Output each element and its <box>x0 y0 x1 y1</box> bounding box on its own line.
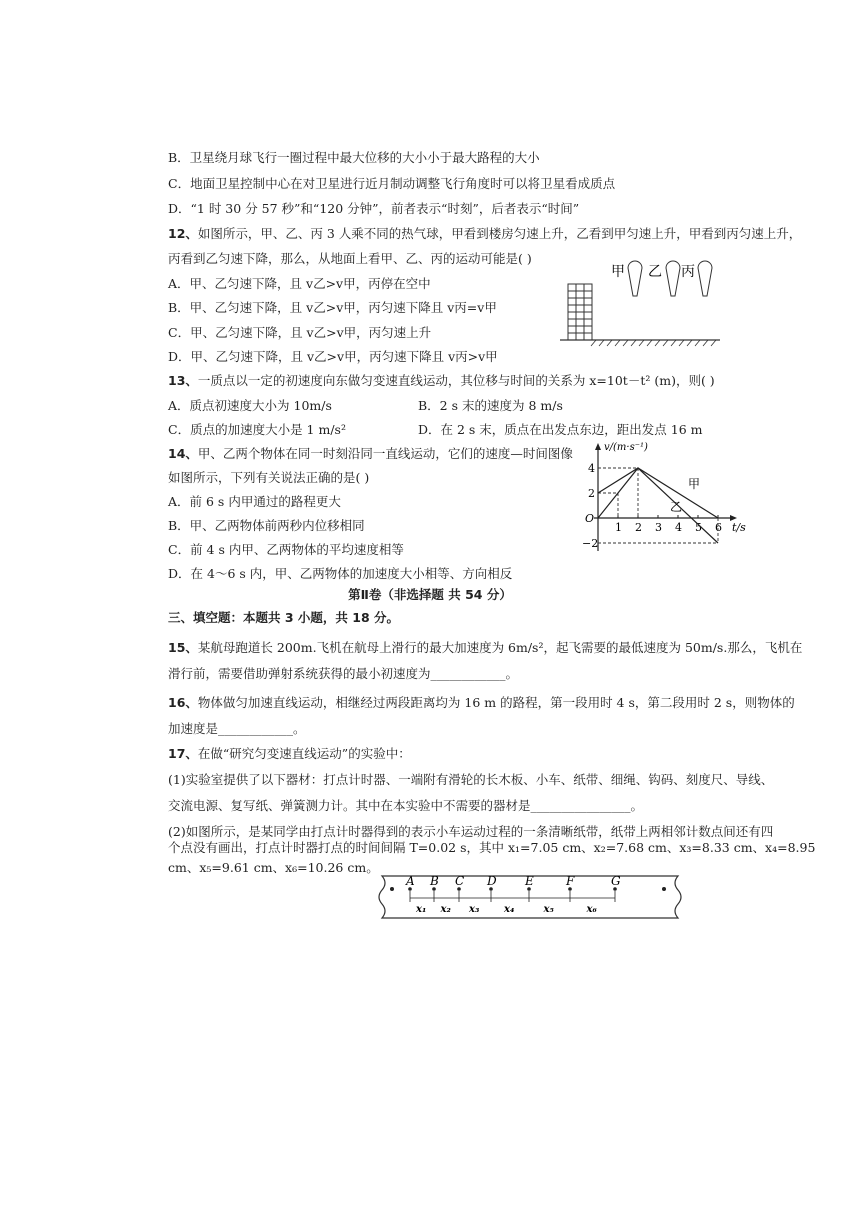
tape-segment-label: x₁ <box>416 904 427 915</box>
series-label-jia: 甲 <box>688 477 701 491</box>
q14-option-d: D．在 4～6 s 内，甲、乙两物体的加速度大小相等、方向相反 <box>168 566 513 581</box>
paper-tape-figure <box>372 872 688 920</box>
q12-option-d: D．甲、乙匀速下降，且 v乙>v甲，丙匀速下降且 v丙>v甲 <box>168 349 498 364</box>
y-axis-label: v/(m·s⁻¹) <box>604 442 648 453</box>
series-label-yi: 乙 <box>670 500 683 515</box>
question-number: 16、 <box>168 695 198 710</box>
q15-line2: 滑行前，需要借助弹射系统获得的最小初速度为____________。 <box>168 666 519 681</box>
tape-point-label: F <box>566 874 575 888</box>
q11-option-d: D．“1 时 30 分 57 秒”和“120 分钟”，前者表示“时刻”，后者表示“时间” <box>168 201 580 216</box>
x-tick-label: 3 <box>655 521 662 534</box>
q13-option-b: B．2 s 末的速度为 8 m/s <box>418 398 563 413</box>
balloon-building-figure <box>560 256 730 352</box>
origin-label: O <box>585 512 595 525</box>
balloon-label-yi: 乙 <box>648 264 662 280</box>
x-tick-label: 6 <box>715 521 722 534</box>
q13-stem: 13、一质点以一定的初速度向东做匀变速直线运动，其位移与时间的关系为 x=10t－t² (m)，则( ) <box>168 373 715 388</box>
q14-option-a: A．前 6 s 内甲通过的路程更大 <box>168 494 341 509</box>
q17-part1-line2: 交流电源、复写纸、弹簧测力计。其中在本实验中不需要的器材是________________。 <box>168 798 644 813</box>
question-number: 17、 <box>168 746 198 761</box>
tape-point-label: D <box>487 874 497 888</box>
q14-stem-line2: 如图所示，下列有关说法正确的是( ) <box>168 470 370 485</box>
section3-heading: 三、填空题：本题共 3 小题，共 18 分。 <box>168 610 400 625</box>
y-axis-arrow <box>595 443 601 450</box>
q12-option-a: A．甲、乙匀速下降，且 v乙>v甲，丙停在空中 <box>168 276 431 291</box>
tape-segment-label: x₂ <box>440 904 451 915</box>
y-tick-label: 4 <box>588 462 595 475</box>
tape-point-label: C <box>455 874 465 888</box>
x-tick-label: 4 <box>675 521 682 534</box>
tape-segment-label: x₄ <box>504 904 515 915</box>
question-number: 13、 <box>168 373 198 388</box>
x-axis-label: t/s <box>732 521 746 534</box>
q14-stem-line1: 14、甲、乙两个物体在同一时刻沿同一直线运动，它们的速度—时间图像 <box>168 446 573 461</box>
q17-part2-line1: (2)如图所示，是某同学由打点计时器得到的表示小车运动过程的一条清晰纸带，纸带上两相邻计数点间还有四 <box>168 824 774 839</box>
tape-segment-label: x₆ <box>586 904 597 915</box>
tape-segment-label: x₃ <box>469 904 480 915</box>
tape-point-label: A <box>406 874 415 888</box>
tape-point-label: E <box>525 874 534 888</box>
q14-option-b: B．甲、乙两物体前两秒内位移相同 <box>168 518 365 533</box>
question-number: 15、 <box>168 640 198 655</box>
x-tick-label: 1 <box>615 521 622 534</box>
q14-option-c: C．前 4 s 内甲、乙两物体的平均速度相等 <box>168 542 404 557</box>
balloon-label-jia: 甲 <box>611 264 625 280</box>
q15-line1: 15、某航母跑道长 200m.飞机在航母上滑行的最大加速度为 6m/s²，起飞需要的最低速度为 50m/s.那么，飞机在 <box>168 640 803 655</box>
velocity-time-chart <box>580 440 760 556</box>
q12-stem-line2: 丙看到乙匀速下降，那么，从地面上看甲、乙、丙的运动可能是( ) <box>168 251 532 266</box>
y-tick-label: 2 <box>588 487 595 500</box>
tape-point-label: B <box>430 874 439 888</box>
q17-part2-line3: cm、x₅=9.61 cm、x₆=10.26 cm。 <box>168 860 379 875</box>
q12-option-c: C．甲、乙匀速下降，且 v乙>v甲，丙匀速上升 <box>168 325 432 340</box>
q17-part2-line2: 个点没有画出，打点计时器打点的时间间隔 T=0.02 s，其中 x₁=7.05 cm、x₂=7.68 cm、x₃=8.33 cm、x₄=8.95 <box>168 840 816 855</box>
q16-line2: 加速度是____________。 <box>168 721 306 736</box>
q11-option-c: C．地面卫星控制中心在对卫星进行近月制动调整飞行角度时可以将卫星看成质点 <box>168 176 616 191</box>
balloon-label-bing: 丙 <box>681 264 695 280</box>
q12-stem-line1: 12、如图所示，甲、乙、丙 3 人乘不同的热气球，甲看到楼房匀速上升，乙看到甲匀速上升，甲看到丙匀速上升， <box>168 226 802 241</box>
q11-option-b: B．卫星绕月球飞行一圈过程中最大位移的大小小于最大路程的大小 <box>168 150 540 165</box>
q16-line1: 16、物体做匀加速直线运动，相继经过两段距离均为 16 m 的路程，第一段用时 4 s，第二段用时 2 s，则物体的 <box>168 695 795 710</box>
y-tick-label: −2 <box>582 537 599 550</box>
q13-option-a: A．质点初速度大小为 10m/s <box>168 398 332 413</box>
q13-option-d: D．在 2 s 末，质点在出发点东边，距出发点 16 m <box>418 422 703 437</box>
q13-option-c: C．质点的加速度大小是 1 m/s² <box>168 422 346 437</box>
q12-option-b: B．甲、乙匀速下降，且 v乙>v甲，丙匀速下降且 v丙=v甲 <box>168 300 497 315</box>
tape-segment-label: x₅ <box>543 904 554 915</box>
part2-title: 第Ⅱ卷（非选择题 共 54 分） <box>348 587 512 602</box>
x-tick-label: 5 <box>695 521 702 534</box>
tape-point-label: G <box>611 874 621 888</box>
q17-stem: 17、在做“研究匀变速直线运动”的实验中： <box>168 746 411 761</box>
question-number: 14、 <box>168 446 198 461</box>
q17-part1-line1: (1)实验室提供了以下器材：打点计时器、一端附有滑轮的长木板、小车、纸带、细绳、钩码、刻度尺、导线、 <box>168 772 774 787</box>
question-number: 12、 <box>168 226 198 241</box>
x-tick-label: 2 <box>635 521 642 534</box>
